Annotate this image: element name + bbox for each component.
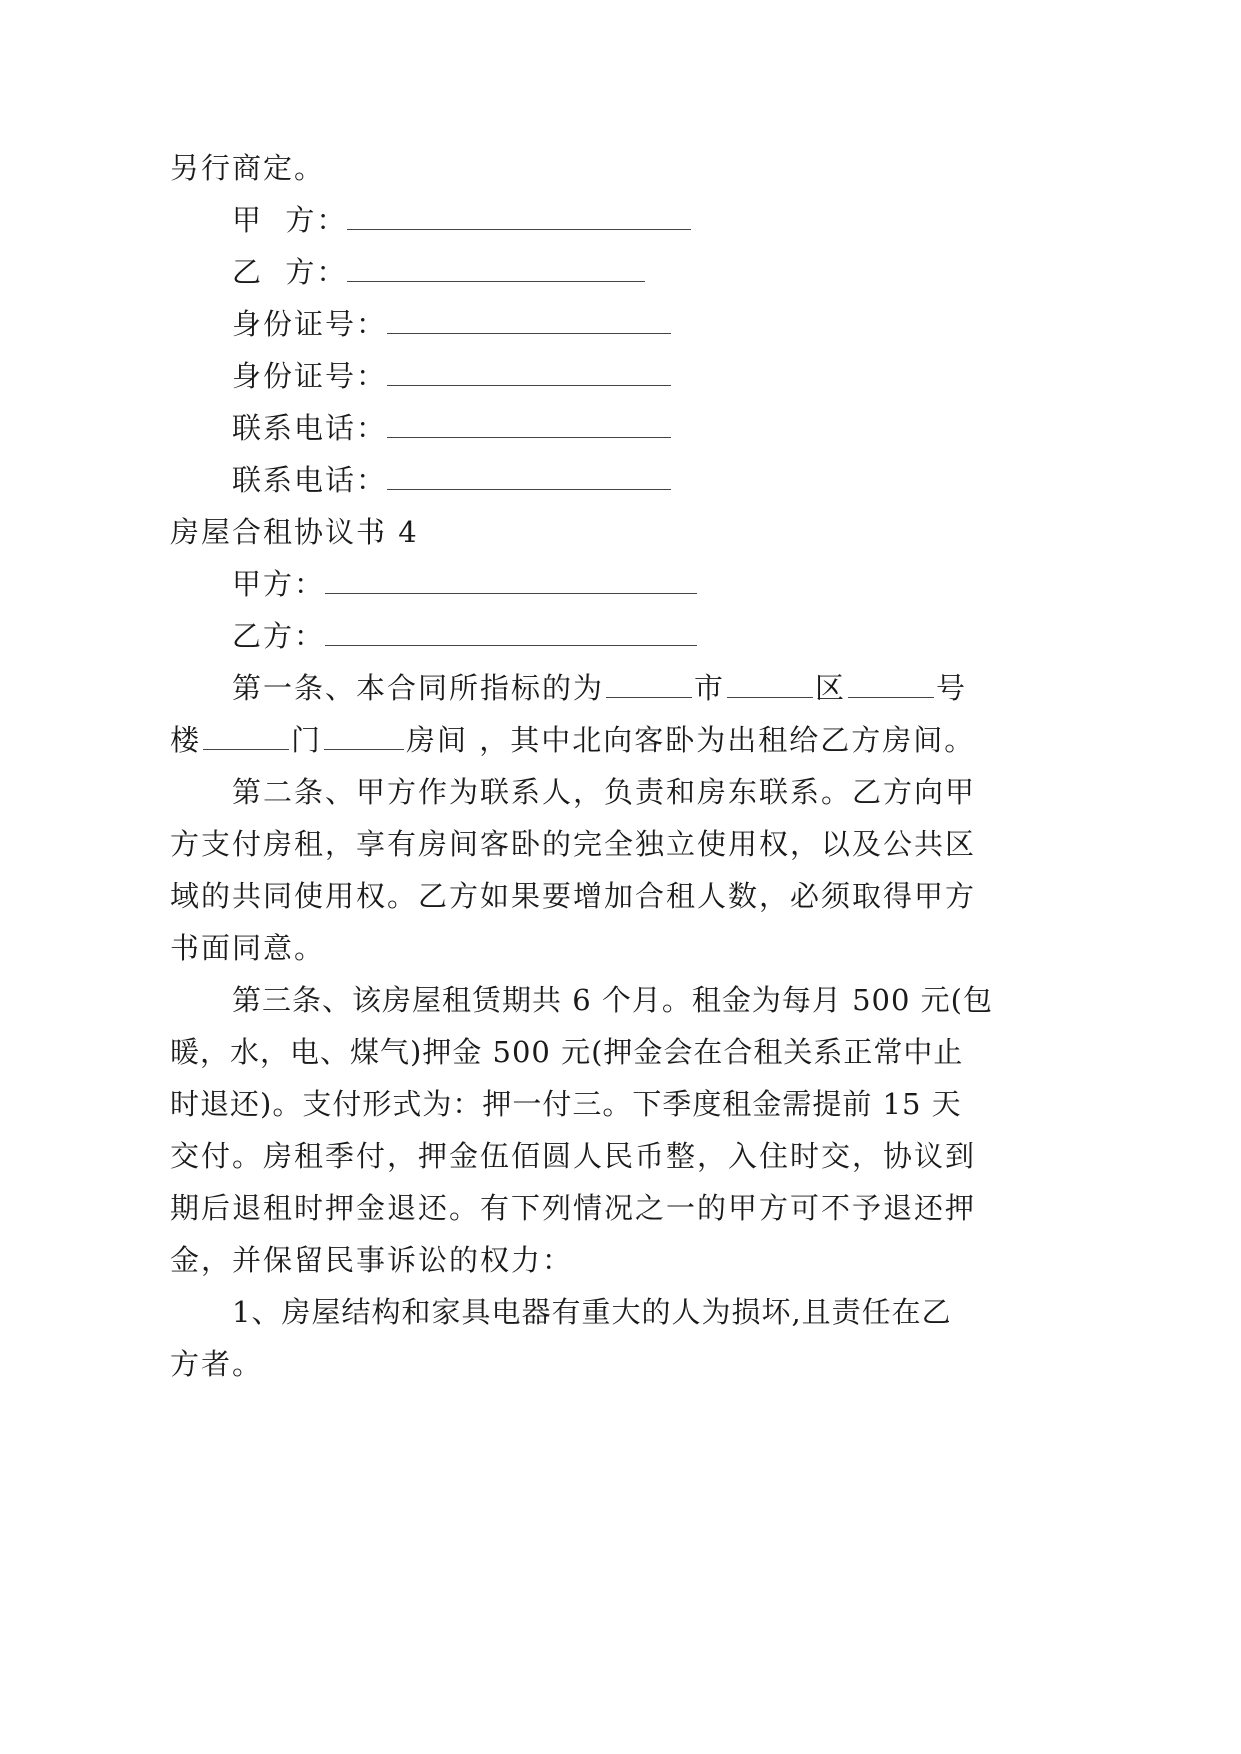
number-blank[interactable] bbox=[848, 671, 934, 698]
phone-blank-2[interactable] bbox=[387, 463, 671, 490]
party-a2-label: 甲方： bbox=[232, 567, 326, 601]
article-1-text-b: 市 bbox=[694, 671, 726, 705]
unit-blank[interactable] bbox=[324, 723, 404, 750]
article-3-line-4 bbox=[0, 1136, 1241, 1176]
article-3-text: 金，并保留民事诉讼的权力： bbox=[170, 1243, 574, 1277]
paragraph-tail: 另行商定。 bbox=[170, 151, 326, 185]
article-1-text-g: 房间 ，其中北向客卧为出租给乙方房间。 bbox=[406, 723, 976, 757]
party-a2-blank[interactable] bbox=[325, 567, 697, 594]
phone-line-1 bbox=[0, 408, 1241, 448]
article-1-line-1 bbox=[0, 668, 1241, 708]
article-1-line-2 bbox=[0, 720, 1241, 760]
phone-line-2 bbox=[0, 460, 1241, 500]
party-b2-label: 乙方： bbox=[232, 619, 326, 653]
article-3-text: 期后退租时押金退还。有下列情况之一的甲方可不予退还押 bbox=[170, 1191, 977, 1225]
article-3-line-2 bbox=[0, 1032, 1241, 1072]
text-line bbox=[0, 148, 1241, 188]
phone-label-1: 联系电话： bbox=[232, 411, 388, 445]
party-a2-line bbox=[0, 564, 1241, 604]
article-3-line-3 bbox=[0, 1084, 1241, 1124]
article-3-text: 时退还)。支付形式为：押一付三。下季度租金需提前 15 天 bbox=[170, 1087, 962, 1121]
article-1-text-e: 楼 bbox=[170, 723, 202, 757]
item-1-text: 1、房屋结构和家具电器有重大的人为损坏,且责任在乙 bbox=[232, 1295, 952, 1329]
article-1-text-f: 门 bbox=[291, 723, 323, 757]
article-2-line-2 bbox=[0, 824, 1241, 864]
id-number-line-1 bbox=[0, 304, 1241, 344]
article-2-line-1 bbox=[0, 772, 1241, 812]
party-b2-blank[interactable] bbox=[325, 619, 697, 646]
party-b2-line bbox=[0, 616, 1241, 656]
item-1-text: 方者。 bbox=[170, 1347, 264, 1381]
party-b-label: 乙 方： bbox=[232, 255, 348, 289]
article-3-text: 交付。房租季付，押金伍佰圆人民币整，入住时交，协议到 bbox=[170, 1139, 977, 1173]
party-b-blank[interactable] bbox=[347, 255, 645, 282]
article-3-line-1 bbox=[0, 980, 1241, 1020]
id-number-blank-1[interactable] bbox=[387, 307, 671, 334]
article-1-text-d: 号 bbox=[936, 671, 968, 705]
party-a-label: 甲 方： bbox=[232, 203, 348, 237]
district-blank[interactable] bbox=[727, 671, 813, 698]
phone-label-2: 联系电话： bbox=[232, 463, 388, 497]
article-2-text: 方支付房租，享有房间客卧的完全独立使用权，以及公共区 bbox=[170, 827, 977, 861]
id-number-label-2: 身份证号： bbox=[232, 359, 388, 393]
id-number-blank-2[interactable] bbox=[387, 359, 671, 386]
article-2-text: 域的共同使用权。乙方如果要增加合租人数，必须取得甲方 bbox=[170, 879, 977, 913]
article-2-line-4 bbox=[0, 928, 1241, 968]
id-number-line-2 bbox=[0, 356, 1241, 396]
item-1-line-2 bbox=[0, 1344, 1241, 1384]
phone-blank-1[interactable] bbox=[387, 411, 671, 438]
section-title bbox=[0, 512, 1241, 552]
article-3-line-5 bbox=[0, 1188, 1241, 1228]
article-2-line-3 bbox=[0, 876, 1241, 916]
item-1-line-1 bbox=[0, 1292, 1241, 1332]
agreement-title: 房屋合租协议书 4 bbox=[170, 515, 419, 549]
party-a-line bbox=[0, 200, 1241, 240]
article-3-text: 暖，水，电、煤气)押金 500 元(押金会在合租关系正常中止 bbox=[170, 1035, 964, 1069]
party-b-line bbox=[0, 252, 1241, 292]
article-3-line-6 bbox=[0, 1240, 1241, 1280]
article-3-text: 第三条、该房屋租赁期共 6 个月。租金为每月 500 元(包 bbox=[232, 983, 993, 1017]
article-2-text: 书面同意。 bbox=[170, 931, 326, 965]
article-1-text-c: 区 bbox=[815, 671, 847, 705]
id-number-label-1: 身份证号： bbox=[232, 307, 388, 341]
building-blank[interactable] bbox=[203, 723, 289, 750]
article-1-text-a: 第一条、本合同所指标的为 bbox=[232, 671, 605, 705]
article-2-text: 第二条、甲方作为联系人，负责和房东联系。乙方向甲 bbox=[232, 775, 977, 809]
party-a-blank[interactable] bbox=[347, 203, 691, 230]
city-blank[interactable] bbox=[606, 671, 692, 698]
